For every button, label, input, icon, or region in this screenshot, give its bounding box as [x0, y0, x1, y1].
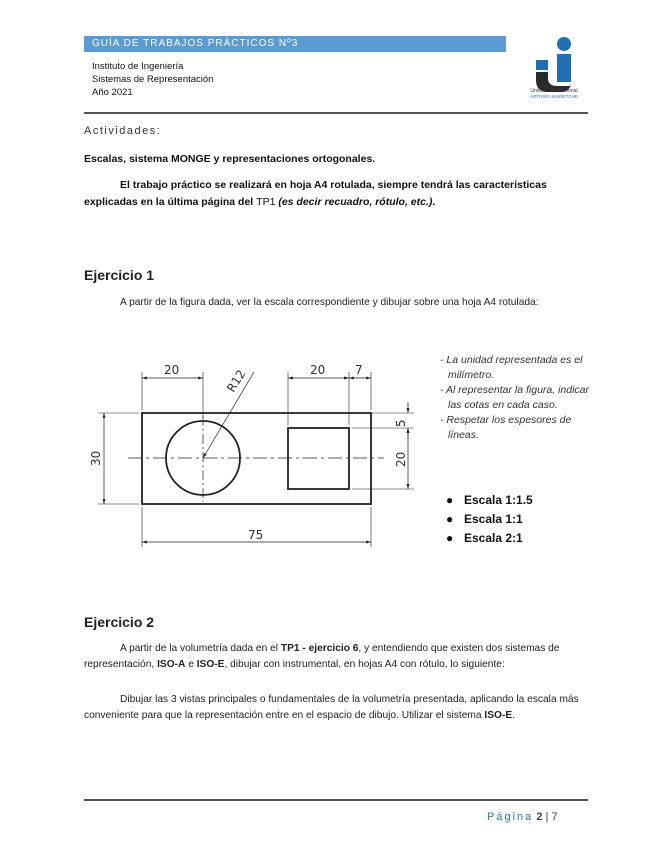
text-run-bold: ISO-E	[484, 710, 513, 721]
dim-label-7: 7	[355, 363, 363, 377]
logo-text-university: Universidad Nacional	[530, 88, 578, 94]
scale-label: Escala 2:1	[464, 531, 523, 545]
guide-banner: GUÍA DE TRABAJOS PRÁCTICOS Nº3	[84, 36, 506, 52]
logo-square	[536, 60, 548, 70]
text-run: .	[512, 710, 515, 721]
intro-italic: (es decir recuadro, rótulo, etc.)	[275, 196, 433, 208]
bullet-icon: ●	[446, 493, 454, 507]
footer-divider	[84, 799, 588, 801]
text-run: Dibujar las 3 vistas principales o fundamentales de la volumetría presentada, aplicando la escala más conveniente para que la representación entre en el espacio de dibujo. Utilizar el sistema	[84, 694, 579, 721]
square-cutout	[288, 428, 349, 489]
page-total: 7	[551, 811, 558, 823]
dim-label-20-right: 20	[310, 363, 326, 377]
subject-name: Sistemas de Representación	[92, 74, 214, 85]
note-item: - Respetar los espesores de líneas.	[440, 414, 572, 441]
bullet-icon: ●	[446, 512, 454, 526]
scale-label: Escala 1:1.5	[464, 493, 533, 507]
text-run-bold: ISO-A	[157, 659, 186, 670]
dim-label-75: 75	[248, 528, 264, 542]
page-separator: |	[542, 811, 552, 823]
intro-paragraph	[84, 177, 589, 211]
exercise-1-paragraph: A partir de la figura dada, ver la escala correspondiente y dibujar sobre una hoja A4 rotulada:	[120, 297, 539, 308]
intro-text: El trabajo práctico se realizará en hoja A4 rotulada, siempre tendrá las características explicadas en la última página del	[84, 179, 547, 208]
exercise-2-title: Ejercicio 2	[84, 614, 155, 630]
intro-tp-ref: TP1	[256, 196, 276, 208]
exercise-2-paragraph-1	[84, 641, 589, 673]
drawing-notes	[440, 353, 600, 443]
dim-label-20-left: 20	[164, 363, 180, 377]
text-run-bold: ISO-E	[196, 659, 225, 670]
scale-item	[446, 529, 533, 548]
outer-rectangle	[142, 413, 371, 504]
text-run: A partir de la volumetría dada en el	[120, 643, 281, 654]
exercise-1-title: Ejercicio 1	[84, 267, 155, 283]
page-number: 2	[536, 811, 543, 823]
logo-text-name: ARTURO JAURETCHE	[529, 94, 579, 99]
logo-dot	[557, 37, 571, 51]
scale-item	[446, 491, 533, 510]
text-run: , dibujar con instrumental, en hojas A4 con rótulo, lo siguiente:	[224, 659, 505, 670]
year-label: Año 2021	[92, 87, 133, 98]
header-divider	[84, 112, 588, 114]
text-run: , y entendiendo que existen dos sistemas de representación,	[84, 643, 560, 670]
text-run: e	[185, 659, 197, 670]
bullet-icon: ●	[446, 531, 454, 545]
scale-item	[446, 510, 533, 529]
note-item: - La unidad representada es el milímetro.	[440, 354, 583, 381]
exercise-2-paragraph-2	[84, 692, 589, 724]
scale-label: Escala 1:1	[464, 512, 523, 526]
logo-stem	[557, 54, 571, 82]
activities-heading: Actividades:	[84, 125, 162, 137]
note-item: - Al representar la figura, indicar las cotas en cada caso.	[440, 384, 590, 411]
dim-label-r12: R12	[224, 367, 249, 395]
dim-label-30: 30	[89, 450, 103, 466]
page-word: Página	[487, 811, 534, 823]
section-subtitle: Escalas, sistema MONGE y representaciones ortogonales.	[84, 153, 376, 165]
intro-end: .	[432, 196, 436, 208]
scale-list	[446, 491, 533, 548]
dim-label-5: 5	[394, 419, 408, 427]
page-footer	[487, 811, 558, 823]
institute-name: Instituto de Ingeniería	[92, 61, 184, 72]
dim-label-20-vertical: 20	[394, 451, 408, 467]
technical-drawing	[84, 352, 429, 552]
text-run-bold: TP1 - ejercicio 6	[280, 643, 359, 654]
